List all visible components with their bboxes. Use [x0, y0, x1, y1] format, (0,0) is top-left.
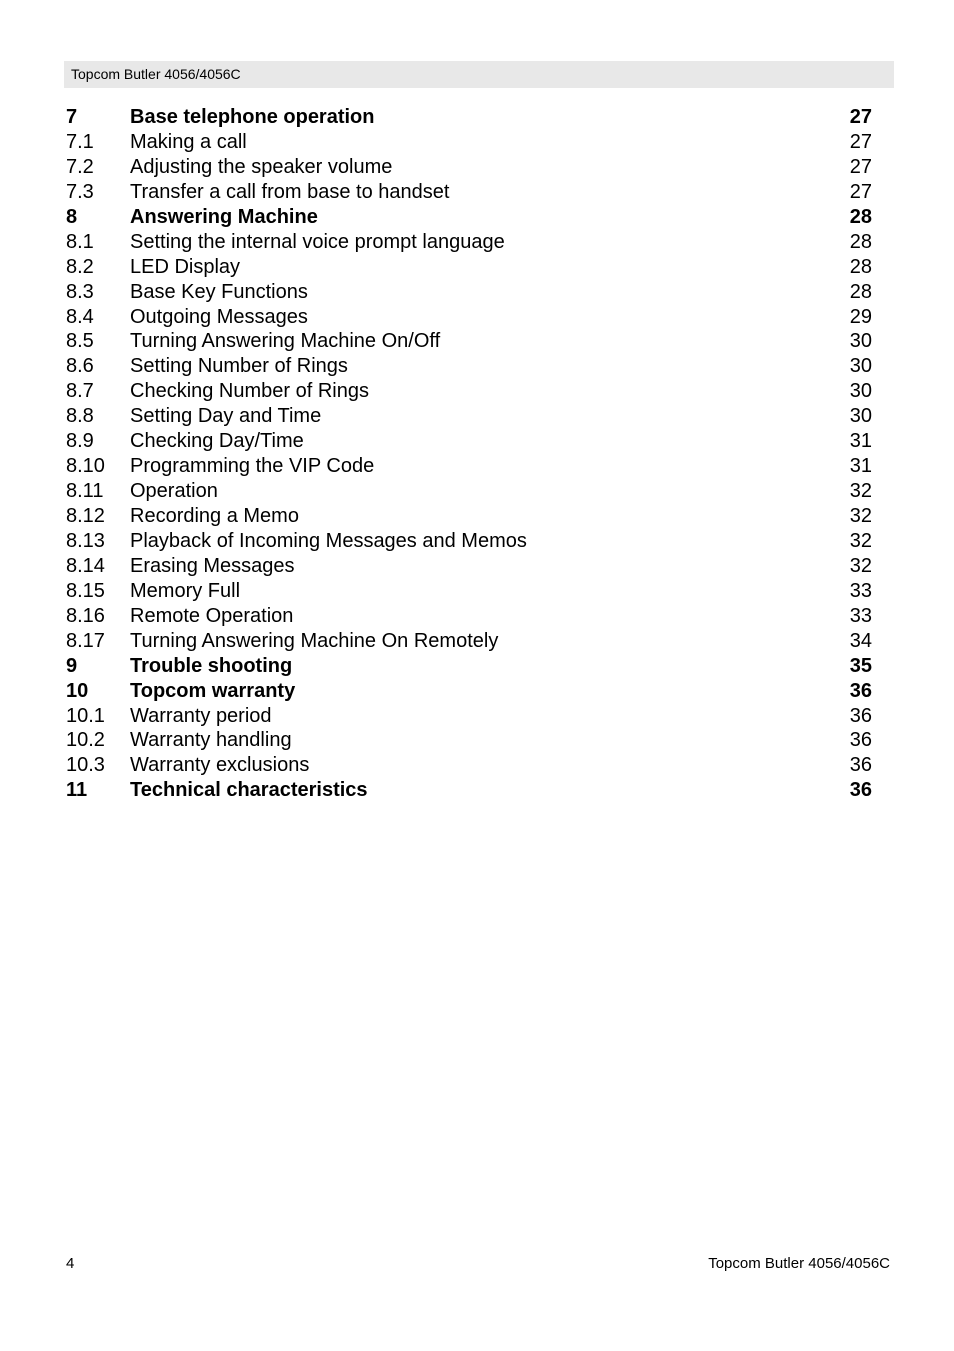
toc-title: Playback of Incoming Messages and Memos: [130, 529, 527, 552]
toc-page-number: 36: [849, 779, 872, 802]
toc-number: 10: [66, 679, 89, 702]
toc-section-row: [66, 554, 872, 579]
toc-page-number: 28: [849, 255, 872, 278]
toc-number: 8.16: [66, 604, 105, 627]
header-title: Topcom Butler 4056/4056C: [71, 66, 241, 82]
toc-title: Warranty exclusions: [130, 754, 310, 777]
toc-page-number: 28: [849, 230, 872, 253]
toc-number: 8.10: [66, 455, 105, 478]
toc-section-row: [66, 329, 872, 354]
toc-page-number: 31: [849, 430, 872, 453]
toc-title: Remote Operation: [130, 604, 294, 627]
toc-number: 8.14: [66, 554, 105, 577]
toc-number: 8.15: [66, 579, 105, 602]
toc-title: Base Key Functions: [130, 280, 308, 303]
toc-title: Topcom warranty: [130, 679, 296, 702]
toc-title: Checking Number of Rings: [130, 380, 369, 403]
toc-number: 8.5: [66, 330, 94, 353]
toc-number: 8.1: [66, 230, 94, 253]
toc-chapter-row: [66, 654, 872, 679]
toc-number: 8.13: [66, 529, 105, 552]
toc-page-number: 31: [849, 455, 872, 478]
footer-product-name: Topcom Butler 4056/4056C: [708, 1255, 890, 1272]
toc-page-number: 30: [849, 355, 872, 378]
toc-section-row: [66, 180, 872, 205]
toc-section-row: [66, 579, 872, 604]
toc-section-row: [66, 604, 872, 629]
toc-page-number: 35: [849, 654, 872, 677]
toc-number: 8.17: [66, 629, 105, 652]
toc-title: Adjusting the speaker volume: [130, 155, 393, 178]
toc-page-number: 30: [849, 330, 872, 353]
toc-page-number: 27: [849, 106, 872, 128]
toc-number: 8.2: [66, 255, 94, 278]
toc-page-number: 32: [849, 480, 872, 503]
toc-section-row: [66, 529, 872, 554]
toc-number: 10.3: [66, 754, 105, 777]
toc-title: Answering Machine: [130, 205, 318, 228]
toc-title: Setting Number of Rings: [130, 355, 348, 378]
toc-number: 9: [66, 654, 78, 677]
page-number: 4: [66, 1255, 75, 1272]
toc-page-number: 29: [849, 305, 872, 328]
toc-page-number: 36: [849, 679, 872, 702]
toc-chapter-row: [66, 105, 872, 130]
toc-page-number: 27: [849, 155, 872, 178]
toc-section-row: [66, 155, 872, 180]
toc-section-row: [66, 504, 872, 529]
toc-page-number: 32: [849, 554, 872, 577]
toc-number: 7.1: [66, 130, 94, 153]
toc-section-row: [66, 454, 872, 479]
toc-title: LED Display: [130, 255, 241, 278]
toc-section-row: [66, 280, 872, 305]
toc-section-row: [66, 255, 872, 280]
toc-page-number: 33: [849, 604, 872, 627]
toc-section-row: [66, 753, 872, 778]
toc-chapter-row: [66, 679, 872, 704]
toc-section-row: [66, 354, 872, 379]
toc-number: 8.12: [66, 505, 105, 527]
toc-section-row: [66, 305, 872, 330]
toc-title: Erasing Messages: [130, 554, 295, 577]
toc-page-number: 30: [849, 405, 872, 428]
toc-title: Memory Full: [130, 579, 241, 602]
toc-page-number: 27: [849, 130, 872, 153]
running-header: [64, 61, 894, 88]
toc-title: Warranty handling: [130, 729, 292, 752]
toc-page-number: 36: [849, 704, 872, 727]
toc-page-number: 30: [849, 380, 872, 403]
toc-title: Recording a Memo: [130, 505, 299, 527]
toc-section-row: [66, 629, 872, 654]
toc-page-number: 36: [849, 754, 872, 777]
toc-title: Programming the VIP Code: [130, 455, 375, 478]
table-of-contents: [66, 105, 872, 803]
toc-section-row: [66, 728, 872, 753]
toc-title: Making a call: [130, 130, 247, 153]
toc-section-row: [66, 130, 872, 155]
toc-title: Outgoing Messages: [130, 305, 308, 328]
toc-chapter-row: [66, 778, 872, 803]
toc-number: 8: [66, 205, 78, 228]
toc-number: 8.9: [66, 430, 94, 453]
toc-number: 8.7: [66, 380, 94, 403]
toc-section-row: [66, 379, 872, 404]
toc-number: 8.6: [66, 355, 94, 378]
toc-title: Technical characteristics: [130, 779, 368, 802]
toc-title: Checking Day/Time: [130, 430, 304, 453]
toc-section-row: [66, 429, 872, 454]
toc-title: Operation: [130, 480, 218, 503]
toc-number: 10.1: [66, 704, 105, 727]
toc-section-row: [66, 704, 872, 729]
toc-title: Trouble shooting: [130, 654, 293, 677]
toc-page-number: 33: [849, 579, 872, 602]
toc-number: 8.3: [66, 280, 94, 303]
toc-page-number: 32: [849, 529, 872, 552]
toc-section-row: [66, 230, 872, 255]
toc-page-number: 32: [849, 505, 872, 527]
toc-title: Turning Answering Machine On Remotely: [130, 629, 499, 652]
toc-page-number: 36: [849, 729, 872, 752]
toc-page-number: 34: [849, 629, 872, 652]
toc-page-number: 27: [849, 180, 872, 203]
toc-number: 7: [66, 106, 78, 128]
toc-number: 10.2: [66, 729, 105, 752]
toc-section-row: [66, 404, 872, 429]
toc-number: 8.8: [66, 405, 94, 428]
toc-number: 7.2: [66, 155, 94, 178]
toc-section-row: [66, 479, 872, 504]
toc-page-number: 28: [849, 280, 872, 303]
toc-chapter-row: [66, 205, 872, 230]
toc-title: Setting the internal voice prompt language: [130, 230, 505, 253]
toc-page-number: 28: [849, 205, 872, 228]
toc-title: Turning Answering Machine On/Off: [130, 330, 441, 353]
toc-number: 8.11: [66, 480, 104, 503]
toc-title: Base telephone operation: [130, 106, 375, 128]
toc-title: Warranty period: [130, 704, 272, 727]
toc-number: 8.4: [66, 305, 94, 328]
toc-title: Setting Day and Time: [130, 405, 322, 428]
toc-number: 11: [66, 779, 88, 802]
toc-number: 7.3: [66, 180, 94, 203]
toc-title: Transfer a call from base to handset: [130, 180, 450, 203]
